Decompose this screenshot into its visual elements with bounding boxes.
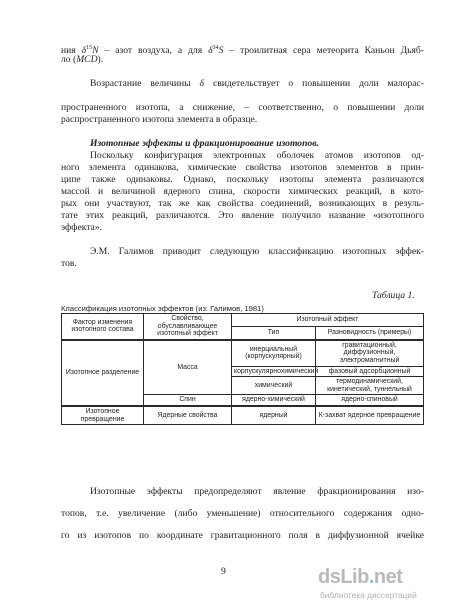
text-line: эффекта». <box>61 222 102 233</box>
text-fragment: – азот воздуха, а для <box>98 45 209 57</box>
logo-dot: . <box>368 566 374 588</box>
text-line: Э.М. Галимов приводит следующую классификацию изотопных эффек- <box>90 246 424 257</box>
text-line: топов, т.е. увеличение (либо уменьшение) относительного содержания одно- <box>61 508 424 519</box>
text-line: рых они участвуют, так же как свойства соединений, возникающих в резуль- <box>61 198 424 209</box>
text-line <box>61 42 424 57</box>
header-property: Свойство, обуславливающее изотопный эффект <box>144 314 232 340</box>
header-factor: Фактор изменения изотопного состава <box>62 314 144 340</box>
text-line: го из изотопов по координате гравитационного поля в диффузионной ячейке <box>61 530 424 541</box>
cell-property: Спин <box>144 395 232 406</box>
isotope-superscript: 15 <box>86 45 93 51</box>
table-row <box>62 406 424 425</box>
watermark-logo <box>318 566 402 589</box>
cell-variety: фазовый адсорбционный <box>316 366 424 377</box>
cell-type: химический <box>232 377 316 395</box>
element-symbol: N <box>92 45 99 57</box>
cell-variety: К-захват ядерное превращение <box>316 406 424 425</box>
element-symbol: S <box>218 45 224 57</box>
cell-property: Масса <box>144 340 232 395</box>
text-line <box>90 78 424 90</box>
text-fragment: ). <box>97 54 104 65</box>
header-type: Тип <box>232 326 316 339</box>
text-fragment: ло ( <box>61 54 77 65</box>
table-caption: Классификация изотопных эффектов (из: Галимов, 1981) <box>61 304 264 313</box>
cell-variety: термодинамический, кинетический, туннельный <box>316 377 424 395</box>
text-line: массой и величиной ядерного спина, скорости химических реакций, в кото- <box>61 186 424 197</box>
classification-table <box>61 313 424 425</box>
logo-tld: net <box>373 566 403 588</box>
cell-property: Ядерные свойства <box>144 406 232 425</box>
text-fragment: – троилитная сера метеорита Каньон Дьяб- <box>223 45 424 57</box>
text-line <box>61 54 103 66</box>
page-number: 9 <box>221 566 226 577</box>
text-line: ципе также одинаковы. Однако, поскольку изотопы элемента различаются <box>61 174 424 185</box>
text-line: распространенного изотопа элемента в образце. <box>61 114 258 125</box>
cell-factor: Изотопное разделение <box>62 340 144 406</box>
cell-type: ядерный <box>232 406 316 425</box>
delta-symbol: δ <box>208 45 213 57</box>
delta-symbol: δ <box>199 78 205 89</box>
text-line: Изотопные эффекты предопределяют явление фракционирования изо- <box>90 486 424 497</box>
header-effect: Изотопный эффект <box>232 314 424 327</box>
table-number: Таблица 1. <box>372 290 415 301</box>
text-line: тате этих реакций, различаются. Это явление получило название «изотопного <box>61 210 424 221</box>
text-line: пространенного изотопа, а снижение, – соответственно, о повышении доли <box>61 102 424 113</box>
delta-symbol: δ <box>81 45 87 57</box>
cell-type: корпускулярнохимический <box>232 366 316 377</box>
table-header-row <box>62 314 424 327</box>
text-fragment: свидетельствует о повышении доли малорас- <box>204 78 425 89</box>
text-line: ного элемента одинакова, химические свойства изотопов элементов в прин- <box>61 162 424 173</box>
text-fragment: ния <box>61 45 82 57</box>
cell-type: инерциальный (корпускулярный) <box>232 340 316 366</box>
cell-variety: ядерно-спиновый <box>316 395 424 406</box>
text-line: тов. <box>61 258 77 269</box>
watermark-subtitle: библиотека диссертаций <box>320 590 417 600</box>
watermark <box>318 566 446 604</box>
table-row <box>62 340 424 366</box>
section-heading: Изотопные эффекты и фракционирование изотопов. <box>90 138 319 149</box>
cell-factor: Изотопное превращение <box>62 406 144 425</box>
header-variety: Разновидность (примеры) <box>316 326 424 339</box>
cell-type: ядерно-химический <box>232 395 316 406</box>
text-line: Поскольку конфигурация электронных оболочек атомов изотопов од- <box>90 150 424 161</box>
isotope-superscript: 34 <box>212 45 219 51</box>
logo-main: dsLib <box>318 566 369 588</box>
text-fragment: Возрастание величины <box>90 78 200 89</box>
mcd-abbrev: MCD <box>76 54 98 65</box>
cell-variety: гравитационный, диффузионный, электромагнитный <box>316 340 424 366</box>
